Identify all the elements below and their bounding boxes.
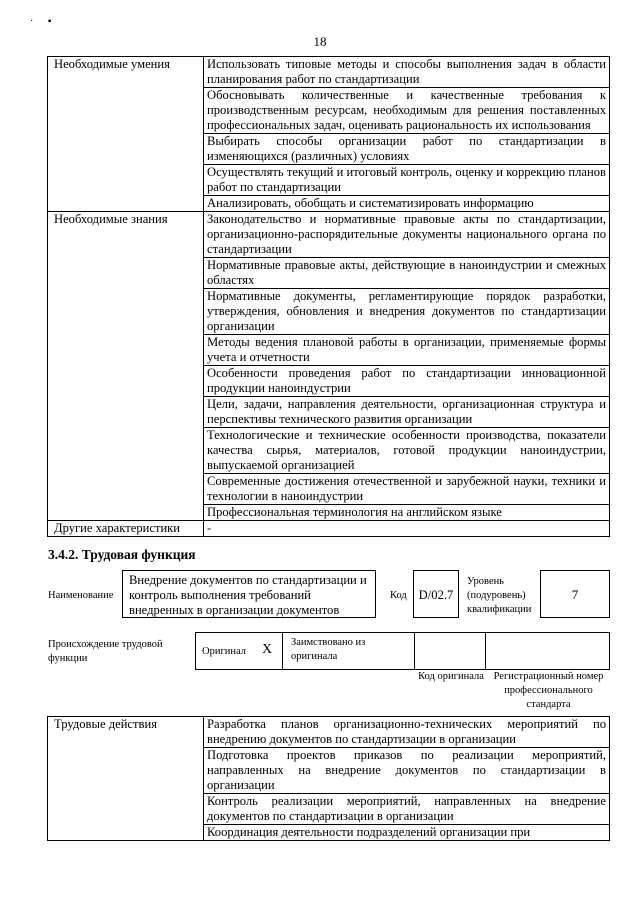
knowledge-label: Необходимые знания: [48, 212, 204, 521]
reg-caption: Регистрационный номер профессионального стандарта: [493, 671, 604, 710]
origin-divider: [282, 632, 283, 670]
borrowed-label: Заимствовано из оригинала: [291, 637, 366, 662]
corner-marks: · ▪: [30, 16, 58, 27]
origin-divider: [414, 632, 415, 670]
knowledge-item: Профессиональная терминология на английском языке: [204, 505, 610, 521]
knowledge-item: Технологические и технические особенности производства, показатели качества сырья, материалов, готовой продукции наноиндустрии, выпускаемой организацией: [204, 428, 610, 474]
code-label: Код: [390, 590, 407, 601]
action-item: Разработка планов организационно-технических мероприятий по внедрению документов по стандартизации в организации: [204, 717, 610, 748]
code-caption: Код оригинала: [418, 671, 484, 682]
knowledge-item: Современные достижения отечественной и зарубежной науки, техники и технологии в наноиндустрии: [204, 474, 610, 505]
function-code-value: D/02.7: [413, 570, 459, 618]
page-number: 18: [313, 34, 327, 49]
knowledge-item: Нормативные правовые акты, действующие в наноиндустрии и смежных областях: [204, 258, 610, 289]
knowledge-item: Цели, задачи, направления деятельности, организационная структура и перспективы технического развития организации: [204, 397, 610, 428]
table-row: [48, 57, 610, 88]
action-item: Координация деятельности подразделений организации при: [204, 825, 610, 841]
knowledge-item: Законодательство и нормативные правовые акты по стандартизации, организационно-распорядительные документы национального органа по стандартизации: [204, 212, 610, 258]
actions-label: Трудовые действия: [48, 717, 204, 841]
skill-item: Обосновывать количественные и качественные требования к производственным ресурсам, необходимым для решения поставленных профессиональных задач, оценивать рациональность их использования: [204, 88, 610, 134]
level-label: Уровень (подуровень) квалификации: [467, 576, 532, 615]
skill-item: Использовать типовые методы и способы выполнения задач в области планирования работ по стандартизации: [204, 57, 610, 88]
table-row: [48, 521, 610, 537]
other-label: Другие характеристики: [48, 521, 204, 537]
knowledge-item: Особенности проведения работ по стандартизации инновационной продукции наноиндустрии: [204, 366, 610, 397]
skill-item: Осуществлять текущий и итоговый контроль, оценку и коррекцию планов работ по стандартизации: [204, 165, 610, 196]
function-name-value: Внедрение документов по стандартизации и контроль выполнения требований внедренных в организации документов: [122, 570, 376, 618]
function-level-value: 7: [540, 570, 610, 618]
origin-label: Происхождение трудовой функции: [48, 639, 163, 664]
knowledge-item: Методы ведения плановой работы в организации, применяемые формы учета и отчетности: [204, 335, 610, 366]
table-row: [48, 212, 610, 258]
action-item: Подготовка проектов приказов по реализации мероприятий, направленных на внедрение документов по стандартизации в организации: [204, 748, 610, 794]
table-row: [48, 717, 610, 748]
origin-divider: [485, 632, 486, 670]
actions-table: [47, 716, 610, 841]
skill-item: Анализировать, обобщать и систематизировать информацию: [204, 196, 610, 212]
other-value: -: [204, 521, 610, 537]
requirements-table: [47, 56, 610, 537]
name-label: Наименование: [48, 590, 114, 601]
section-title: 3.4.2. Трудовая функция: [48, 547, 196, 562]
knowledge-item: Нормативные документы, регламентирующие порядок разработки, утверждения, обновления и внедрения документов по стандартизации организации: [204, 289, 610, 335]
original-label: Оригинал: [202, 646, 246, 657]
skill-item: Выбирать способы организации работ по стандартизации в изменяющихся (различных) условиях: [204, 134, 610, 165]
action-item: Контроль реализации мероприятий, направленных на внедрение документов по стандартизации в организации: [204, 794, 610, 825]
skills-label: Необходимые умения: [48, 57, 204, 212]
original-mark: X: [262, 642, 273, 657]
